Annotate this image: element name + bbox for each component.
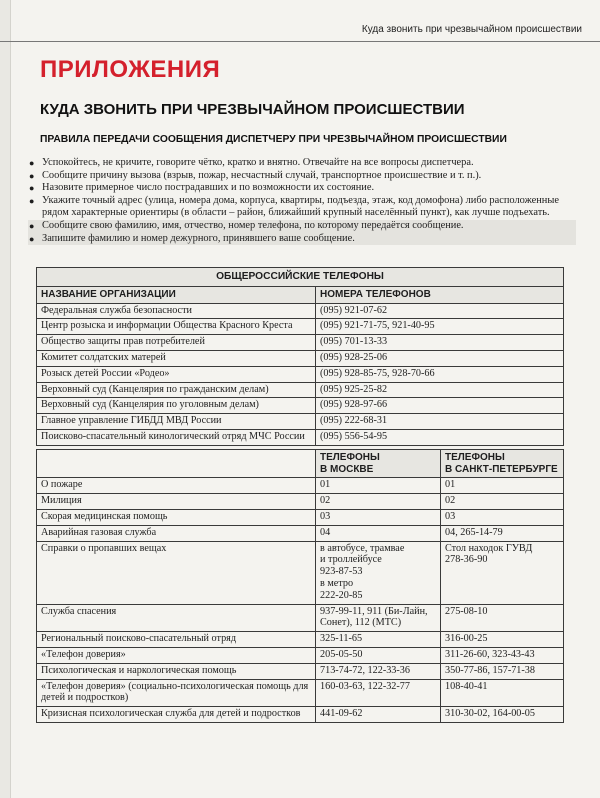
spb-phone: 310-30-02, 164-00-05: [441, 707, 564, 723]
service-name: «Телефон доверия» (социально-психологическая помощь для детей и подростков): [37, 679, 316, 707]
phones-table: [36, 267, 564, 723]
org-phone: (095) 222-68-31: [316, 414, 564, 430]
table-row: [37, 509, 564, 525]
list-item: [28, 220, 576, 233]
running-head: Куда звонить при чрезвычайном происшествии: [361, 24, 582, 35]
moscow-phone: 713-74-72, 122-33-36: [316, 663, 441, 679]
moscow-phone: 205-05-50: [316, 647, 441, 663]
spb-phone: 311-26-60, 323-43-43: [441, 647, 564, 663]
org-name: Розыск детей России «Родео»: [37, 366, 316, 382]
spb-phone: 01: [441, 478, 564, 494]
moscow-phone: 01: [316, 478, 441, 494]
moscow-phone: 03: [316, 509, 441, 525]
table-row: [37, 303, 564, 319]
table-row: [37, 541, 564, 604]
moscow-phone: 02: [316, 494, 441, 510]
rule-text: Сообщите причину вызова (взрыв, пожар, несчастный случай, транспортное происшествие и т. п.).: [42, 169, 482, 181]
table-row: [37, 414, 564, 430]
table-row: [37, 707, 564, 723]
header-rule: [0, 41, 600, 42]
service-name: Скорая медицинская помощь: [37, 509, 316, 525]
rules-subtitle: ПРАВИЛА ПЕРЕДАЧИ СООБЩЕНИЯ ДИСПЕТЧЕРУ ПРИ ЧРЕЗВЫЧАЙНОМ ПРОИСШЕСТВИИ: [40, 134, 507, 145]
moscow-phone: 04: [316, 525, 441, 541]
org-phone: (095) 556-54-95: [316, 429, 564, 445]
org-phone: (095) 925-25-82: [316, 382, 564, 398]
table-row: [37, 604, 564, 632]
org-phone: (095) 928-25-06: [316, 350, 564, 366]
list-item: [28, 157, 576, 170]
table-row: [37, 382, 564, 398]
table-row: [37, 647, 564, 663]
org-phone: (095) 928-97-66: [316, 398, 564, 414]
table-row: [37, 494, 564, 510]
bullet-icon: ●: [29, 220, 35, 231]
table-row: [37, 335, 564, 351]
bullet-icon: ●: [29, 158, 35, 168]
spb-phone: 03: [441, 509, 564, 525]
org-name: Главное управление ГИБДД МВД России: [37, 414, 316, 430]
spb-phone: 02: [441, 494, 564, 510]
org-phone: (095) 921-07-62: [316, 303, 564, 319]
rule-text: Запишите фамилию и номер дежурного, принявшего ваше сообщение.: [42, 232, 355, 244]
moscow-phone: 160-03-63, 122-32-77: [316, 679, 441, 707]
service-name: Служба спасения: [37, 604, 316, 632]
service-name: Региональный поисково-спасательный отряд: [37, 632, 316, 648]
org-phone: (095) 921-71-75, 921-40-95: [316, 319, 564, 335]
service-name: Аварийная газовая служба: [37, 525, 316, 541]
table-row: [37, 366, 564, 382]
service-name: «Телефон доверия»: [37, 647, 316, 663]
spb-phone: 316-00-25: [441, 632, 564, 648]
table-row: [37, 350, 564, 366]
table-row: [37, 663, 564, 679]
table-caption: ОБЩЕРОССИЙСКИЕ ТЕЛЕФОНЫ: [37, 268, 564, 287]
rule-text: Успокойтесь, не кричите, говорите чётко, кратко и внятно. Отвечайте на все вопросы диспетчера.: [42, 157, 474, 168]
spb-phone: 108-40-41: [441, 679, 564, 707]
org-name: Общество защиты прав потребителей: [37, 335, 316, 351]
rule-text: Сообщите свою фамилию, имя, отчество, номер телефона, по которому передаётся сообщение.: [42, 219, 464, 231]
moscow-phone: 325-11-65: [316, 632, 441, 648]
table-row: [37, 319, 564, 335]
spb-phone: 350-77-86, 157-71-38: [441, 663, 564, 679]
rule-text: Назовите примерное число пострадавших и по возможности их состояние.: [42, 182, 375, 194]
org-phone: (095) 928-85-75, 928-70-66: [316, 366, 564, 382]
service-name: Кризисная психологическая служба для детей и подростков: [37, 707, 316, 723]
org-name: Комитет солдатских матерей: [37, 350, 316, 366]
table-row: [37, 525, 564, 541]
org-name: Федеральная служба безопасности: [37, 303, 316, 319]
bullet-icon: ●: [29, 195, 35, 206]
spb-phone: 275-08-10: [441, 604, 564, 632]
table-row: [37, 398, 564, 414]
col-head-moscow: ТЕЛЕФОНЫ В МОСКВЕ: [316, 449, 441, 478]
col-head-spb: ТЕЛЕФОНЫ В САНКТ-ПЕТЕРБУРГЕ: [441, 449, 564, 478]
service-name: Психологическая и наркологическая помощь: [37, 663, 316, 679]
list-item: [28, 182, 576, 195]
moscow-phone: 441-09-62: [316, 707, 441, 723]
table-row: [37, 679, 564, 707]
service-name: Справки о пропавших вещах: [37, 541, 316, 604]
bullet-icon: ●: [29, 170, 35, 181]
spb-phone: Стол находок ГУВД 278-36-90: [441, 541, 564, 604]
list-item: [28, 170, 576, 183]
moscow-phone: 937-99-11, 911 (Би-Лайн, Сонет), 112 (МТС): [316, 604, 441, 632]
section-title: ПРИЛОЖЕНИЯ: [40, 56, 221, 83]
table-row: [37, 632, 564, 648]
col-head-phone: НОМЕРА ТЕЛЕФОНОВ: [316, 286, 564, 303]
org-name: Центр розыска и информации Общества Красного Креста: [37, 319, 316, 335]
table-row: [37, 478, 564, 494]
service-name: Милиция: [37, 494, 316, 510]
org-phone: (095) 701-13-33: [316, 335, 564, 351]
bullet-icon: ●: [29, 233, 35, 244]
page-title: КУДА ЗВОНИТЬ ПРИ ЧРЕЗВЫЧАЙНОМ ПРОИСШЕСТВИИ: [40, 101, 465, 118]
list-item: [28, 233, 576, 246]
bullet-icon: ●: [29, 183, 35, 194]
service-name: О пожаре: [37, 478, 316, 494]
spb-phone: 04, 265-14-79: [441, 525, 564, 541]
org-name: Верховный суд (Канцелярия по уголовным делам): [37, 398, 316, 414]
col-head-org: НАЗВАНИЕ ОРГАНИЗАЦИИ: [37, 286, 316, 303]
table-row: [37, 429, 564, 445]
rules-list: [28, 157, 576, 245]
list-item: [28, 195, 576, 220]
org-name: Поисково-спасательный кинологический отряд МЧС России: [37, 429, 316, 445]
city-head-blank: [37, 449, 316, 478]
rule-text: Укажите точный адрес (улица, номера дома, корпуса, квартиры, подъезда, этаж, код домофона) либо расположенные рядом характерные ориентиры (в области – район, ближайший крупный населённый пункт), как лучше подъехать.: [42, 194, 559, 219]
page-gutter: [0, 0, 11, 798]
moscow-phone: в автобусе, трамвае и троллейбусе 923-87-53 в метро 222-20-85: [316, 541, 441, 604]
org-name: Верховный суд (Канцелярия по гражданским делам): [37, 382, 316, 398]
